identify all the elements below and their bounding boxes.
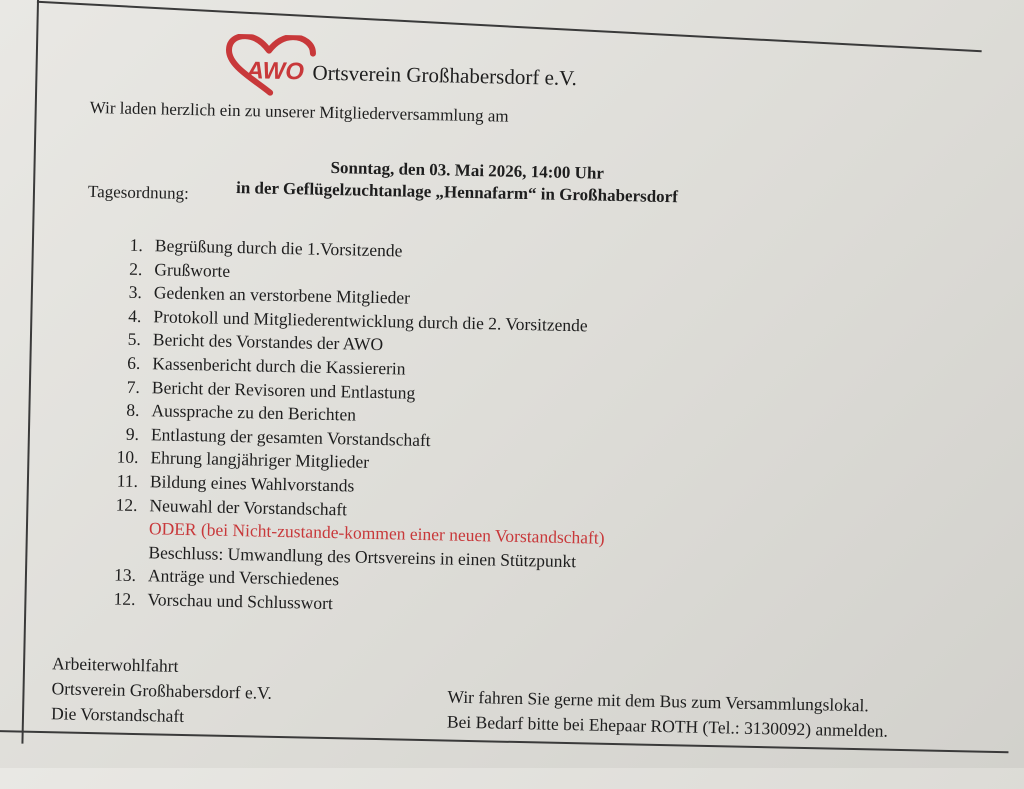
awo-heart-icon	[222, 34, 319, 98]
agenda-item-text: Vorschau und Schlusswort	[147, 589, 333, 614]
agenda-item-text: Bildung eines Wahlvorstands	[150, 471, 355, 496]
invitation-text: Wir laden herzlich ein zu unserer Mitgliederversammlung am	[90, 98, 509, 127]
agenda-item-text: Bericht der Revisoren und Entlastung	[152, 377, 416, 404]
meeting-date: Sonntag, den 03. Mai 2026, 14:00 Uhr	[330, 158, 604, 184]
frame-top-border	[37, 1, 982, 53]
agenda-item-text: Bericht des Vorstandes der AWO	[153, 330, 384, 356]
agenda-item-text: Ehrung langjähriger Mitglieder	[150, 448, 369, 474]
agenda-item-text: Gedenken an verstorbene Mitglieder	[154, 282, 410, 308]
agenda-item-text: Anträge und Verschiedenes	[148, 566, 340, 591]
agenda-item-text: Aussprache zu den Berichten	[151, 400, 356, 425]
agenda-item-text: Entlastung der gesamten Vorstandschaft	[151, 424, 431, 451]
agenda-item-number: 1.	[97, 234, 143, 256]
agenda-item-number: 5.	[95, 328, 141, 350]
agenda-item-number	[91, 541, 137, 542]
agenda-item-number: 10.	[92, 446, 138, 468]
footer-bus-line: Wir fahren Sie gerne mit dem Bus zum Versammlungslokal.	[447, 685, 888, 719]
footer-sender-line: Arbeiterwohlfahrt	[52, 651, 273, 681]
footer-sender	[51, 651, 273, 731]
awo-logo	[222, 34, 319, 98]
org-title: Ortsverein Großhabersdorf e.V.	[312, 61, 577, 92]
agenda-item-number: 3.	[96, 281, 142, 303]
agenda-item-text: Grußworte	[154, 259, 230, 282]
footer-sender-line: Die Vorstandschaft	[51, 701, 272, 731]
frame-left-border	[21, 0, 39, 744]
meeting-place: in der Geflügelzuchtanlage „Hennafarm“ in Großhabersdorf	[236, 178, 678, 207]
agenda-item-number: 11.	[92, 470, 138, 492]
agenda-item-number: 13.	[90, 564, 136, 586]
agenda-list	[89, 234, 97, 611]
agenda-item-number: 4.	[95, 305, 141, 327]
agenda-item-number: 2.	[96, 258, 142, 280]
footer-bus-note	[447, 685, 889, 744]
footer-sender-line: Ortsverein Großhabersdorf e.V.	[51, 676, 272, 706]
agenda-item-number: 6.	[94, 352, 140, 374]
agenda-item-number: 9.	[93, 423, 139, 445]
agenda-item-text: ODER (bei Nicht-zustande-kommen einer neuen Vorstandschaft)	[149, 518, 605, 549]
agenda-item-text: Kassenbericht durch die Kassiererin	[152, 353, 406, 379]
agenda-item-number	[91, 517, 137, 518]
agenda-item-number: 8.	[93, 399, 139, 421]
agenda-item-number: 12.	[91, 494, 137, 516]
agenda-item-text: Neuwahl der Vorstandschaft	[149, 495, 347, 520]
agenda-item-text: Begrüßung durch die 1.Vorsitzende	[155, 235, 403, 261]
agenda-item-text: Beschluss: Umwandlung des Ortsvereins in einen Stützpunkt	[148, 542, 576, 572]
agenda-item-text: Protokoll und Mitgliederentwicklung durch die 2. Vorsitzende	[153, 306, 588, 336]
agenda-item-number: 7.	[94, 376, 140, 398]
agenda-title: Tagesordnung:	[88, 182, 189, 204]
awo-logo-text: AWO	[245, 57, 304, 85]
footer-bus-line: Bei Bedarf bitte bei Ehepaar ROTH (Tel.: 3130092) anmelden.	[447, 710, 888, 744]
agenda-item-number: 12.	[89, 588, 135, 610]
